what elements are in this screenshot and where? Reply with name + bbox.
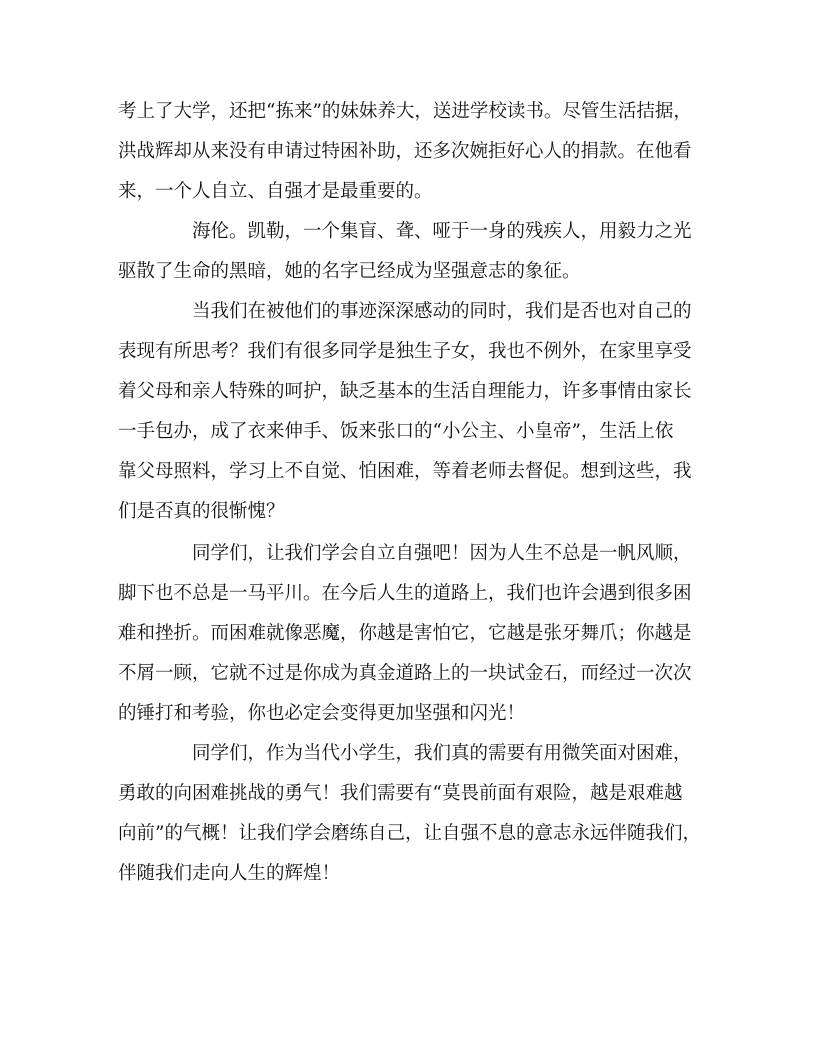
- text-line-2: 洪战辉却从来没有申请过特困补助，还多次婉拒好心人的捐款。在他看: [118, 141, 692, 162]
- paragraph-5-line-2: 勇敢的向困难挑战的勇气！我们需要有“莫畏前面有艰险，越是艰难越: [118, 783, 683, 804]
- paragraph-4-line-2: 脚下也不总是一马平川。在今后人生的道路上，我们也许会遇到很多困: [118, 583, 692, 604]
- text-line-1: 考上了大学，还把“拣来”的妹妹养大，送进学校读书。尽管生活拮据，: [118, 101, 692, 122]
- paragraph-5-line-1: 同学们，作为当代小学生，我们真的需要有用微笑面对困难，: [192, 743, 692, 764]
- paragraph-2-line-2: 驱散了生命的黑暗，她的名字已经成为坚强意志的象征。: [118, 261, 581, 282]
- paragraph-4-line-4: 不屑一顾，它就不过是你成为真金道路上的一块试金石，而经过一次次: [118, 663, 692, 684]
- text-line-3: 来，一个人自立、自强才是最重要的。: [118, 181, 433, 202]
- paragraph-3-line-1: 当我们在被他们的事迹深深感动的同时，我们是否也对自己的: [192, 301, 692, 322]
- paragraph-5-line-4: 伴随我们走向人生的辉煌！: [118, 863, 341, 884]
- paragraph-4-line-3: 难和挫折。而困难就像恶魔，你越是害怕它，它越是张牙舞爪；你越是: [118, 623, 692, 644]
- paragraph-3-line-6: 们是否真的很惭愧？: [118, 501, 285, 522]
- paragraph-4-line-5: 的锤打和考验，你也必定会变得更加坚强和闪光！: [118, 703, 526, 724]
- paragraph-3-line-4: 一手包办，成了衣来伸手、饭来张口的“小公主、小皇帝”，生活上依: [118, 421, 674, 442]
- paragraph-5-line-3: 向前”的气概！让我们学会磨练自己，让自强不息的意志永远伴随我们，: [118, 823, 701, 844]
- paragraph-3-line-2: 表现有所思考？我们有很多同学是独生子女，我也不例外，在家里享受: [118, 341, 692, 362]
- paragraph-2-line-1: 海伦。凯勒，一个集盲、聋、哑于一身的残疾人，用毅力之光: [192, 221, 692, 242]
- paragraph-4-line-1: 同学们，让我们学会自立自强吧！因为人生不总是一帆风顺，: [192, 543, 692, 564]
- paragraph-3-line-3: 着父母和亲人特殊的呵护，缺乏基本的生活自理能力，许多事情由家长: [118, 381, 692, 402]
- paragraph-3-line-5: 靠父母照料，学习上不自觉、怕困难，等着老师去督促。想到这些，我: [118, 461, 692, 482]
